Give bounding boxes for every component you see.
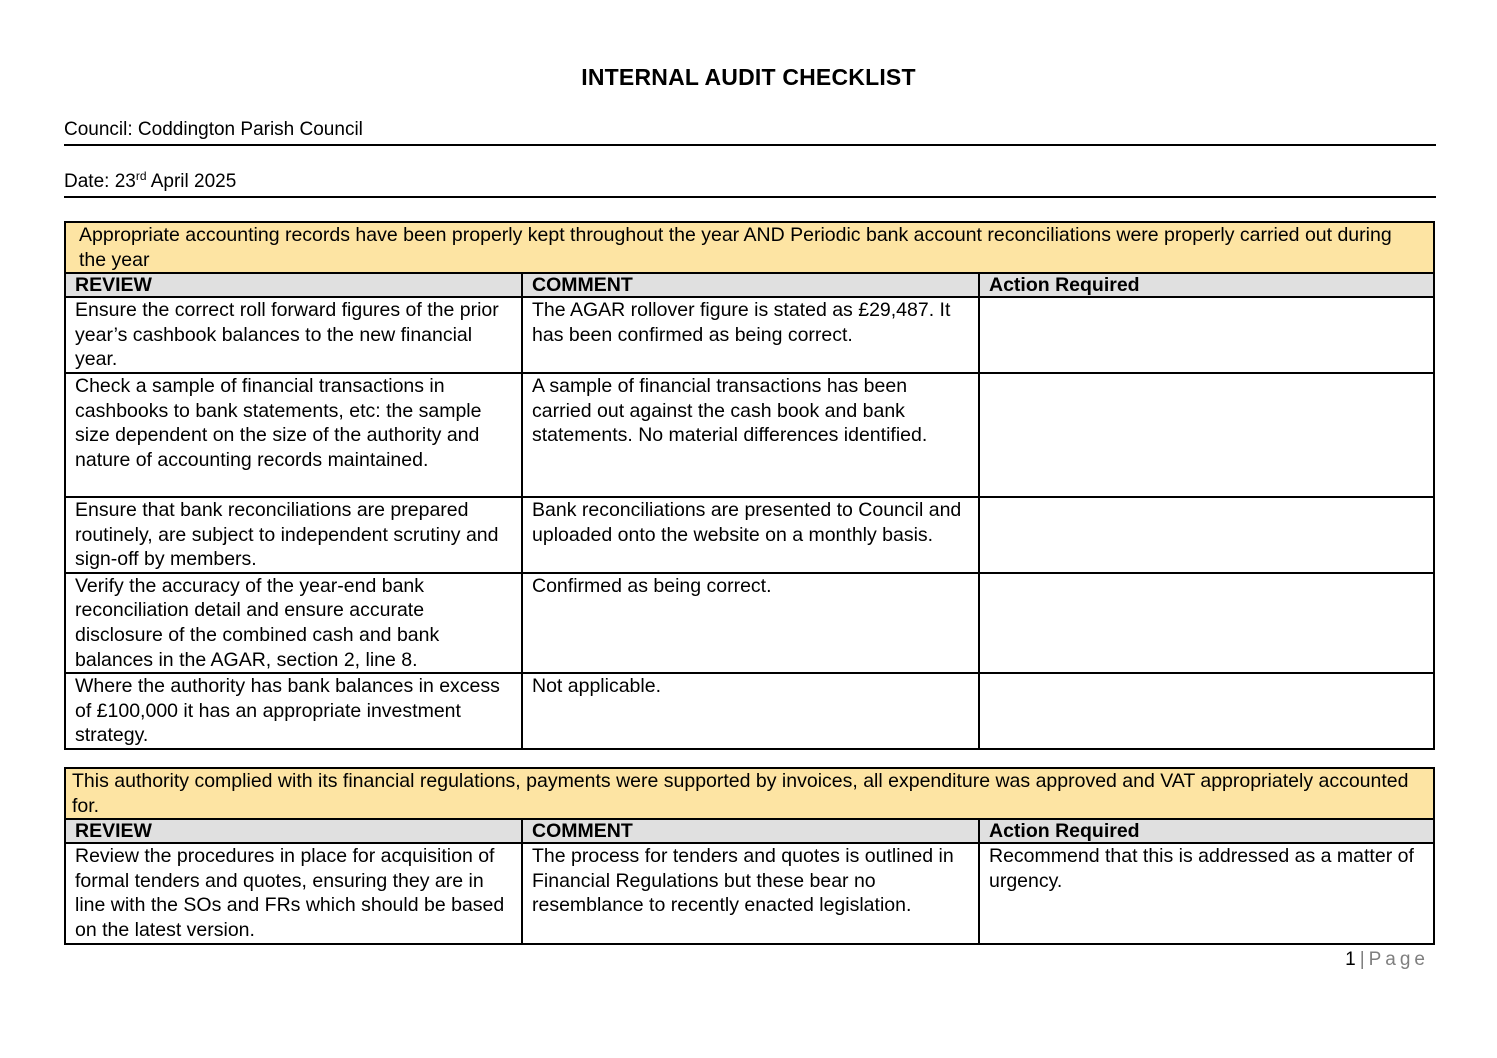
action-cell — [979, 673, 1434, 749]
comment-cell: The process for tenders and quotes is outlined in Financial Regulations but these bear no resemblance to recently enacted legislation. — [522, 843, 979, 943]
section-heading-row — [65, 222, 1434, 273]
page-separator: | — [1359, 949, 1365, 970]
date-rest: April 2025 — [146, 171, 237, 192]
page-number: 1 — [1345, 949, 1356, 970]
column-header-action: Action Required — [979, 819, 1434, 843]
action-cell: Recommend that this is addressed as a matter of urgency. — [979, 843, 1434, 943]
table-row — [65, 673, 1434, 749]
action-cell — [979, 297, 1434, 373]
review-cell: Review the procedures in place for acquisition of formal tenders and quotes, ensuring they are in line with the SOs and FRs which should be based on the latest version. — [65, 843, 522, 943]
column-header-review: REVIEW — [65, 819, 522, 843]
action-cell — [979, 373, 1434, 497]
section-heading: Appropriate accounting records have been properly kept throughout the year AND Periodic bank account reconciliations were properly carried out during the year — [65, 222, 1434, 273]
section-heading: This authority complied with its financial regulations, payments were supported by invoices, all expenditure was approved and VAT appropriately accounted for. — [65, 768, 1434, 819]
column-header-row — [65, 819, 1434, 843]
page-label: Page — [1368, 949, 1429, 970]
review-cell: Where the authority has bank balances in excess of £100,000 it has an appropriate investment strategy. — [65, 673, 522, 749]
document-title: INTERNAL AUDIT CHECKLIST — [581, 64, 916, 90]
column-header-comment: COMMENT — [522, 819, 979, 843]
comment-cell: Confirmed as being correct. — [522, 573, 979, 673]
comment-cell: Bank reconciliations are presented to Council and uploaded onto the website on a monthly basis. — [522, 497, 979, 573]
table-row — [65, 843, 1434, 943]
column-header-review: REVIEW — [65, 273, 522, 297]
table-row — [65, 573, 1434, 673]
review-cell: Verify the accuracy of the year-end bank reconciliation detail and ensure accurate disclosure of the combined cash and bank balances in the AGAR, section 2, line 8. — [65, 573, 522, 673]
date-field — [64, 170, 1436, 198]
comment-cell: Not applicable. — [522, 673, 979, 749]
column-header-comment: COMMENT — [522, 273, 979, 297]
column-header-row — [65, 273, 1434, 297]
audit-table-accounting-records — [64, 221, 1435, 750]
comment-cell: The AGAR rollover figure is stated as £29,487. It has been confirmed as being correct. — [522, 297, 979, 373]
table-row — [65, 497, 1434, 573]
action-cell — [979, 573, 1434, 673]
audit-table-financial-regulations — [64, 767, 1435, 945]
column-header-action: Action Required — [979, 273, 1434, 297]
review-cell: Check a sample of financial transactions in cashbooks to bank statements, etc: the sample size dependent on the size of the authority and nature of accounting records maintained. — [65, 373, 522, 497]
table-row — [65, 297, 1434, 373]
page-footer — [1345, 949, 1429, 971]
section-heading-row — [65, 768, 1434, 819]
council-field — [64, 118, 1436, 146]
comment-cell: A sample of financial transactions has been carried out against the cash book and bank statements. No material differences identified. — [522, 373, 979, 497]
review-cell: Ensure that bank reconciliations are prepared routinely, are subject to independent scrutiny and sign-off by members. — [65, 497, 522, 573]
review-cell: Ensure the correct roll forward figures of the prior year’s cashbook balances to the new financial year. — [65, 297, 522, 373]
date-prefix: Date: 23 — [64, 171, 136, 192]
action-cell — [979, 497, 1434, 573]
date-ordinal-suffix: rd — [135, 169, 147, 183]
council-label: Council: Coddington Parish Council — [64, 119, 363, 140]
table-row — [65, 373, 1434, 497]
